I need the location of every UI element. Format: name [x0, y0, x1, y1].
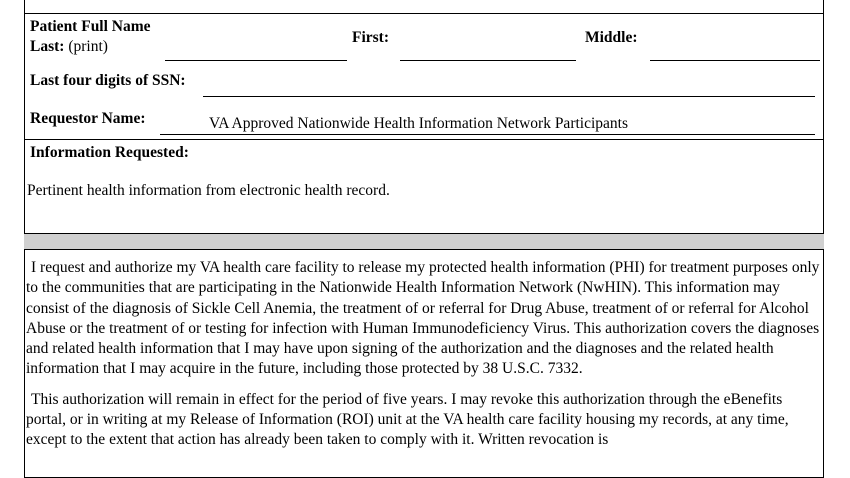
authorization-paragraph-2: This authorization will remain in effect for the period of five years. I may revoke this authorization through the eBenefits portal, or in writing at my Release of Information (ROI) unit at the VA health care facility housing my records, at any time, except to the extent that action has already been taken to comply with it. Written revocation is — [26, 390, 789, 449]
first-name-underline — [400, 60, 576, 61]
section-divider — [24, 13, 824, 14]
last-label: Last: — [30, 38, 65, 55]
last-name-label — [30, 38, 108, 56]
print-hint: (print) — [68, 38, 108, 55]
requestor-underline — [160, 134, 815, 135]
requestor-label: Requestor Name: — [30, 110, 146, 127]
information-requested-value[interactable]: Pertinent health information from electronic health record. — [27, 182, 390, 199]
patient-full-name-label: Patient Full Name — [30, 18, 151, 35]
section-band — [24, 233, 824, 250]
information-requested-label: Information Requested: — [30, 144, 189, 161]
middle-name-underline — [650, 60, 820, 61]
last-name-underline — [165, 60, 347, 61]
section-divider — [24, 139, 824, 140]
authorization-text — [26, 258, 826, 451]
middle-name-label: Middle: — [585, 29, 638, 46]
requestor-value[interactable]: VA Approved Nationwide Health Information Network Participants — [209, 115, 628, 132]
ssn-label: Last four digits of SSN: — [30, 72, 186, 89]
first-name-label: First: — [352, 29, 390, 46]
authorization-paragraph-1: I request and authorize my VA health care facility to release my protected health information (PHI) for treatment purposes only to the communities that are participating in the Nationwide Health Information Network (NwHIN). This information may consist of the diagnosis of Sickle Cell Anemia, the treatment of or referral for Drug Abuse, treatment of or referral for Alcohol Abuse or the treatment of or testing for infection with Human Immunodeficiency Virus. This authorization covers the diagnoses and related health information that I may have upon signing of the authorization and the diagnoses and the related health information that I may acquire in the future, including those protected by 38 U.S.C. 7332. — [26, 259, 820, 378]
ssn-underline — [203, 96, 815, 97]
